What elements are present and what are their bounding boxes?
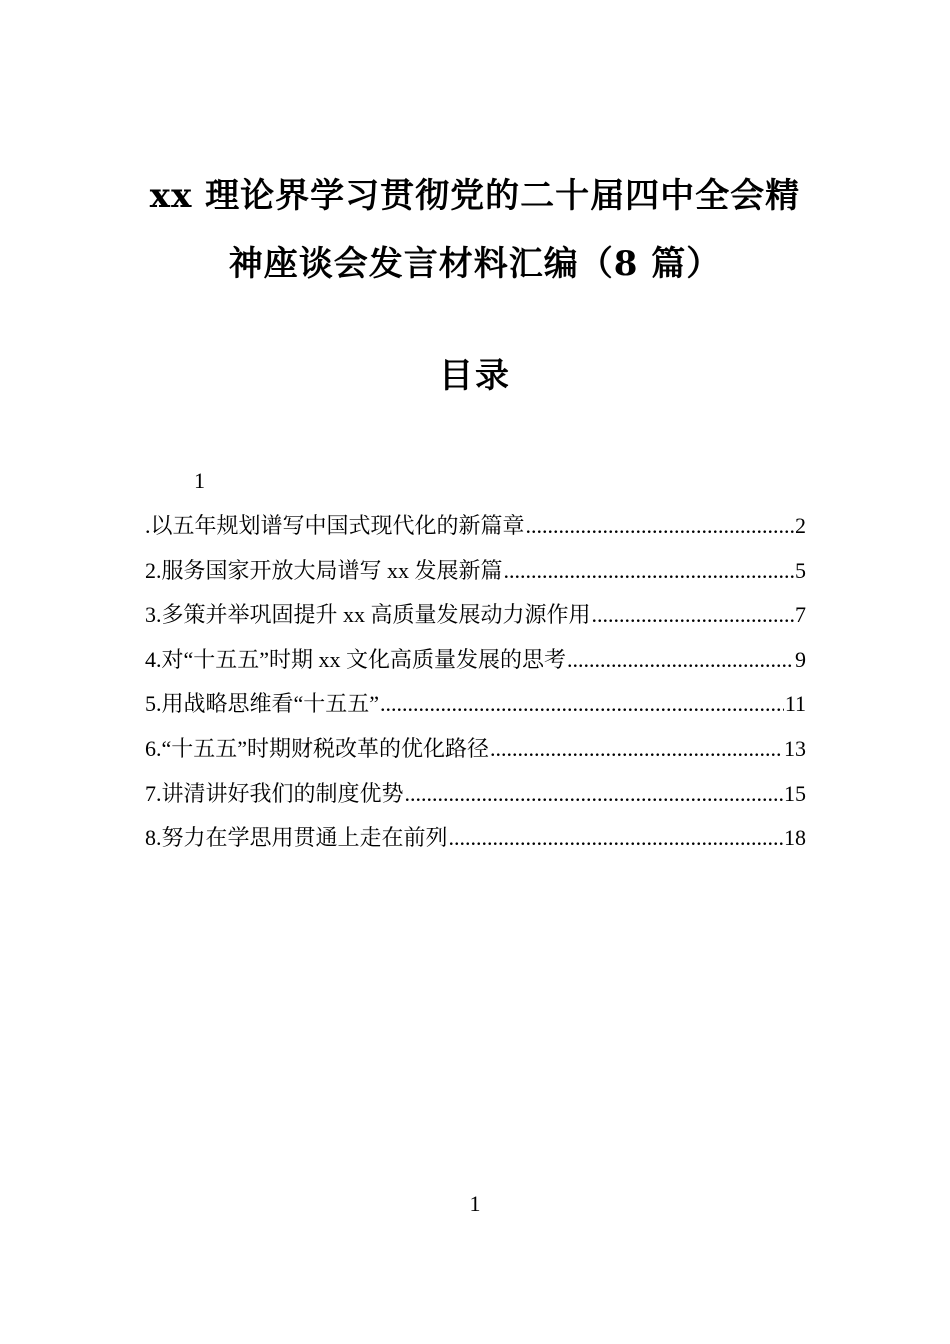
toc-entry-page: 5 — [795, 557, 806, 583]
toc-leader-dots — [380, 689, 784, 719]
toc-entry-page: 11 — [784, 691, 806, 717]
toc-entry-text: 8.努力在学思用贯通上走在前列 — [145, 825, 448, 851]
toc-entry-page: 7 — [795, 602, 806, 628]
toc-entry-6[interactable] — [145, 734, 806, 779]
toc-stray-number: 1 — [194, 468, 205, 493]
toc-leader-dots — [490, 734, 783, 764]
toc-entry-text: 5.用战略思维看“十五五” — [145, 691, 380, 717]
toc-leader-dots — [592, 600, 794, 630]
toc-list — [145, 511, 806, 868]
toc-leader-dots — [405, 779, 783, 809]
toc-leader-dots — [504, 556, 794, 586]
page-number: 1 — [469, 1191, 481, 1216]
toc-heading: 目录 — [439, 356, 511, 396]
toc-entry-page: 9 — [795, 646, 806, 672]
toc-entry-8[interactable] — [145, 823, 806, 868]
document-title-line-1: xx 理论界学习贯彻党的二十届四中全会精 — [149, 176, 801, 216]
toc-entry-text: 4.对“十五五”时期 xx 文化高质量发展的思考 — [145, 646, 567, 672]
toc-entry-2[interactable] — [145, 556, 806, 601]
toc-leader-dots — [449, 823, 783, 853]
toc-entry-7[interactable] — [145, 779, 806, 824]
toc-entry-text: .以五年规划谱写中国式现代化的新篇章 — [145, 513, 525, 538]
toc-entry-3[interactable] — [145, 600, 806, 645]
toc-entry-text: 2.服务国家开放大局谱写 xx 发展新篇 — [145, 557, 503, 583]
toc-entry-5[interactable] — [145, 689, 806, 734]
toc-leader-dots — [567, 645, 794, 675]
toc-leader-dots — [526, 511, 794, 541]
toc-entry-page: 13 — [784, 735, 806, 761]
toc-entry-text: 3.多策并举巩固提升 xx 高质量发展动力源作用 — [145, 602, 591, 628]
toc-entry-text: 7.讲清讲好我们的制度优势 — [145, 780, 404, 806]
toc-entry-1[interactable] — [145, 511, 806, 556]
toc-entry-text: 6.“十五五”时期财税改革的优化路径 — [145, 735, 490, 761]
toc-entry-page: 15 — [784, 780, 806, 806]
document-title-line-2: 神座谈会发言材料汇编（8 篇） — [228, 244, 722, 284]
toc-entry-page: 2 — [795, 513, 806, 538]
toc-entry-page: 18 — [784, 825, 806, 851]
toc-entry-4[interactable] — [145, 645, 806, 690]
